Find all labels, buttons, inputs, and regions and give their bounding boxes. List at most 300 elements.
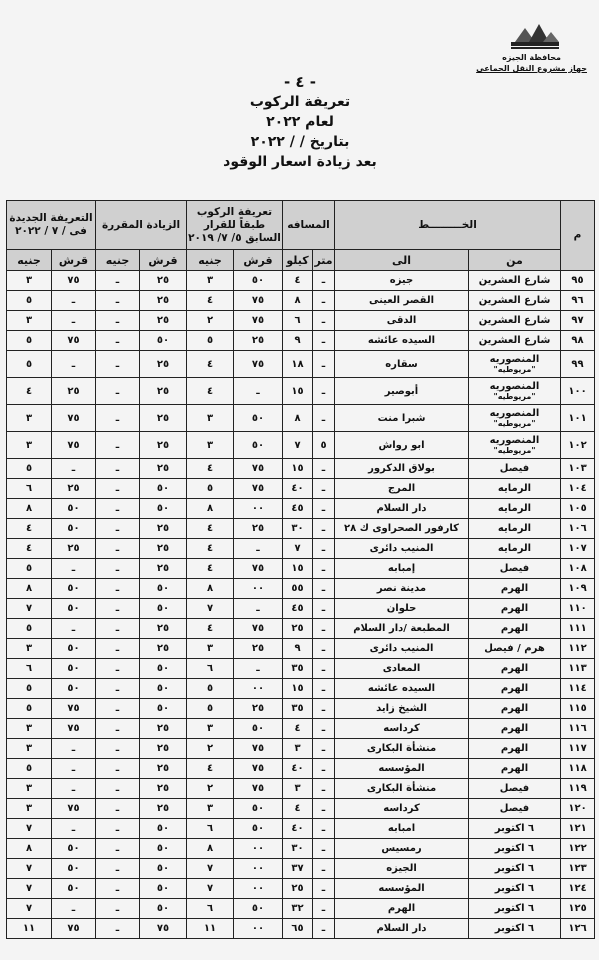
old-fare-guineh: ٨ — [187, 579, 234, 599]
increase-guineh: ـ — [96, 499, 140, 519]
note-line: بعد زيادة اسعار الوقود — [223, 154, 377, 170]
new-fare-guineh: ٥ — [7, 559, 52, 579]
new-fare-qirsh: ٥٠ — [52, 639, 96, 659]
header-old-guineh: جنيه — [187, 250, 234, 271]
increase-qirsh: ٢٥ — [140, 459, 187, 479]
old-fare-qirsh: ـ — [234, 378, 283, 405]
increase-guineh: ـ — [96, 271, 140, 291]
to-station: كرداسه — [335, 719, 469, 739]
increase-guineh: ـ — [96, 779, 140, 799]
old-fare-guineh: ١١ — [187, 919, 234, 939]
from-station — [469, 919, 561, 939]
increase-guineh: ـ — [96, 579, 140, 599]
distance-meter: ـ — [313, 351, 335, 378]
from-station — [469, 559, 561, 579]
distance-meter: ـ — [313, 679, 335, 699]
old-fare-guineh: ٣ — [187, 799, 234, 819]
row-number: ٩٧ — [561, 311, 595, 331]
increase-guineh: ـ — [96, 919, 140, 939]
to-station: سقاره — [335, 351, 469, 378]
old-fare-guineh: ٤ — [187, 559, 234, 579]
table-row — [7, 499, 595, 519]
row-number: ١٠٠ — [561, 378, 595, 405]
distance-kilo: ٥٥ — [283, 579, 313, 599]
increase-qirsh: ٢٥ — [140, 639, 187, 659]
header-from: من — [469, 250, 561, 271]
to-station: منشأة البكارى — [335, 739, 469, 759]
distance-meter: ـ — [313, 579, 335, 599]
old-fare-qirsh: ٢٥ — [234, 639, 283, 659]
from-station-name: فيصل — [499, 563, 530, 574]
new-fare-guineh: ٥ — [7, 459, 52, 479]
table-row — [7, 559, 595, 579]
increase-qirsh: ٢٥ — [140, 291, 187, 311]
table-row — [7, 378, 595, 405]
table-row — [7, 432, 595, 459]
old-fare-qirsh: ٠٠ — [234, 679, 283, 699]
row-number: ١١٢ — [561, 639, 595, 659]
to-station: مدينة نصر — [335, 579, 469, 599]
new-fare-guineh: ٣ — [7, 311, 52, 331]
old-fare-guineh: ٦ — [187, 819, 234, 839]
from-station-name: ٦ اكتوبر — [494, 843, 535, 854]
old-fare-qirsh: ٧٥ — [234, 739, 283, 759]
distance-kilo: ٣٢ — [283, 899, 313, 919]
from-station-name: الرمايه — [497, 503, 532, 514]
distance-meter: ـ — [313, 619, 335, 639]
row-number: ١١١ — [561, 619, 595, 639]
new-fare-guineh: ٦ — [7, 659, 52, 679]
new-fare-guineh: ٥ — [7, 331, 52, 351]
old-fare-guineh: ٤ — [187, 539, 234, 559]
row-number: ١٠٢ — [561, 432, 595, 459]
from-station — [469, 619, 561, 639]
distance-kilo: ٢٥ — [283, 879, 313, 899]
row-number: ١١٤ — [561, 679, 595, 699]
increase-guineh: ـ — [96, 351, 140, 378]
from-station-subname: "مريوطيه" — [493, 365, 536, 374]
new-fare-guineh: ٣ — [7, 719, 52, 739]
distance-meter: ـ — [313, 378, 335, 405]
new-fare-guineh: ٣ — [7, 799, 52, 819]
increase-guineh: ـ — [96, 459, 140, 479]
to-station: جيزه — [335, 271, 469, 291]
row-number: ١٢٠ — [561, 799, 595, 819]
distance-meter: ـ — [313, 699, 335, 719]
new-fare-guineh: ٣ — [7, 639, 52, 659]
table-row — [7, 899, 595, 919]
new-fare-qirsh: ـ — [52, 619, 96, 639]
from-station-subname: "مريوطيه" — [493, 446, 536, 455]
old-fare-qirsh: ٠٠ — [234, 919, 283, 939]
row-number: ١٢٥ — [561, 899, 595, 919]
old-fare-qirsh: ٧٥ — [234, 291, 283, 311]
from-station — [469, 519, 561, 539]
increase-qirsh: ٥٠ — [140, 331, 187, 351]
to-station: السيده عائشه — [335, 331, 469, 351]
from-station-subname: "مريوطيه" — [493, 419, 536, 428]
new-fare-guineh: ٣ — [7, 271, 52, 291]
new-fare-qirsh: ٧٥ — [52, 432, 96, 459]
old-fare-qirsh: ـ — [234, 599, 283, 619]
old-fare-guineh: ٦ — [187, 899, 234, 919]
new-fare-qirsh: ٥٠ — [52, 519, 96, 539]
new-fare-qirsh: ٧٥ — [52, 699, 96, 719]
to-station: أبوصير — [335, 378, 469, 405]
new-fare-qirsh: ٥٠ — [52, 859, 96, 879]
increase-qirsh: ٢٥ — [140, 432, 187, 459]
distance-kilo: ٤٥ — [283, 499, 313, 519]
row-number: ١٠٣ — [561, 459, 595, 479]
row-number: ١١٧ — [561, 739, 595, 759]
increase-guineh: ـ — [96, 519, 140, 539]
new-fare-qirsh: ٧٥ — [52, 405, 96, 432]
page-number: - ٤ - — [283, 73, 317, 91]
old-fare-guineh: ٢ — [187, 779, 234, 799]
from-station — [469, 819, 561, 839]
from-station-name: فيصل — [499, 783, 530, 794]
from-station — [469, 699, 561, 719]
distance-kilo: ٨ — [283, 291, 313, 311]
row-number: ١٠٤ — [561, 479, 595, 499]
to-station: الهرم — [335, 899, 469, 919]
increase-qirsh: ٥٠ — [140, 859, 187, 879]
new-fare-guineh: ٤ — [7, 539, 52, 559]
header-old-fare: تعريفة الركوب طبقاً للقرار السابق ٥/ ٧/ ٢٠١٩ — [187, 201, 283, 250]
old-fare-qirsh: ـ — [234, 659, 283, 679]
table-row — [7, 739, 595, 759]
to-station: منشأة البكارى — [335, 779, 469, 799]
old-fare-qirsh: ٧٥ — [234, 779, 283, 799]
fare-table — [6, 200, 595, 939]
from-station — [469, 839, 561, 859]
new-fare-guineh: ١١ — [7, 919, 52, 939]
old-fare-qirsh: ٥٠ — [234, 719, 283, 739]
increase-guineh: ـ — [96, 619, 140, 639]
distance-kilo: ١٥ — [283, 459, 313, 479]
old-fare-guineh: ٤ — [187, 519, 234, 539]
to-station: الشيخ زايد — [335, 699, 469, 719]
table-row — [7, 799, 595, 819]
table-row — [7, 879, 595, 899]
distance-meter: ـ — [313, 539, 335, 559]
distance-meter: ـ — [313, 879, 335, 899]
new-fare-guineh: ٨ — [7, 499, 52, 519]
new-fare-qirsh: ـ — [52, 351, 96, 378]
increase-guineh: ـ — [96, 739, 140, 759]
table-row — [7, 779, 595, 799]
row-number: ٩٨ — [561, 331, 595, 351]
distance-meter: ـ — [313, 659, 335, 679]
from-station — [469, 271, 561, 291]
distance-kilo: ٤ — [283, 271, 313, 291]
from-station-name: ٦ اكتوبر — [494, 903, 535, 914]
old-fare-guineh: ٧ — [187, 599, 234, 619]
new-fare-qirsh: ٧٥ — [52, 799, 96, 819]
increase-qirsh: ٥٠ — [140, 899, 187, 919]
new-fare-qirsh: ٥٠ — [52, 659, 96, 679]
row-number: ٩٥ — [561, 271, 595, 291]
distance-meter: ـ — [313, 919, 335, 939]
to-station: المنيب دائرى — [335, 639, 469, 659]
from-station — [469, 639, 561, 659]
from-station — [469, 378, 561, 405]
distance-kilo: ٣٥ — [283, 699, 313, 719]
header-increase: الزيادة المقررة — [96, 201, 187, 250]
new-fare-guineh: ٥ — [7, 291, 52, 311]
distance-meter: ـ — [313, 271, 335, 291]
header-inc-qirsh: قرش — [140, 250, 187, 271]
new-fare-qirsh: ـ — [52, 459, 96, 479]
row-number: ٩٩ — [561, 351, 595, 378]
new-fare-guineh: ٦ — [7, 479, 52, 499]
to-station: القصر العينى — [335, 291, 469, 311]
distance-meter: ـ — [313, 759, 335, 779]
old-fare-guineh: ٧ — [187, 859, 234, 879]
org-line-1: محافظة الجيزه — [502, 53, 561, 62]
year-line: لعام ٢٠٢٢ — [266, 114, 334, 130]
document-heading — [170, 72, 430, 172]
from-station-name: الهرم — [500, 683, 529, 694]
increase-guineh: ـ — [96, 719, 140, 739]
from-station-name: المنصوريه — [489, 381, 540, 392]
distance-kilo: ٤ — [283, 799, 313, 819]
org-line-2: جهاز مشروع النقل الجماعى — [476, 64, 587, 73]
new-fare-guineh: ٧ — [7, 899, 52, 919]
distance-kilo: ٩ — [283, 331, 313, 351]
new-fare-guineh: ٥ — [7, 759, 52, 779]
increase-guineh: ـ — [96, 405, 140, 432]
distance-meter: ـ — [313, 331, 335, 351]
from-station-name: الهرم — [500, 623, 529, 634]
old-fare-guineh: ٨ — [187, 499, 234, 519]
from-station — [469, 499, 561, 519]
from-station-name: شارع العشرين — [478, 315, 551, 326]
distance-kilo: ٢٥ — [283, 619, 313, 639]
distance-meter: ـ — [313, 839, 335, 859]
from-station-name: الهرم — [500, 583, 529, 594]
old-fare-qirsh: ٥٠ — [234, 799, 283, 819]
old-fare-qirsh: ٥٠ — [234, 819, 283, 839]
from-station-name: فيصل — [499, 463, 530, 474]
from-station-name: الرمايه — [497, 543, 532, 554]
old-fare-guineh: ٤ — [187, 291, 234, 311]
new-fare-guineh: ٧ — [7, 859, 52, 879]
increase-qirsh: ٢٥ — [140, 405, 187, 432]
distance-kilo: ٤٥ — [283, 599, 313, 619]
increase-qirsh: ٥٠ — [140, 599, 187, 619]
increase-guineh: ـ — [96, 819, 140, 839]
new-fare-qirsh: ـ — [52, 291, 96, 311]
row-number: ١٢٣ — [561, 859, 595, 879]
increase-guineh: ـ — [96, 879, 140, 899]
old-fare-guineh: ٨ — [187, 839, 234, 859]
from-station — [469, 779, 561, 799]
from-station — [469, 459, 561, 479]
table-row — [7, 311, 595, 331]
row-number: ١٠٧ — [561, 539, 595, 559]
from-station-name: الهرم — [500, 723, 529, 734]
increase-qirsh: ٢٥ — [140, 799, 187, 819]
row-number: ١٠٥ — [561, 499, 595, 519]
new-fare-qirsh: ٥٠ — [52, 679, 96, 699]
table-row — [7, 579, 595, 599]
from-station — [469, 759, 561, 779]
distance-kilo: ٣٠ — [283, 519, 313, 539]
to-station: كارفور الصحراوى ك ٢٨ — [335, 519, 469, 539]
table-row — [7, 859, 595, 879]
table-row — [7, 699, 595, 719]
header-distance: المسافه — [283, 201, 335, 250]
from-station — [469, 879, 561, 899]
date-line: بتاريخ / / ٢٠٢٢ — [250, 134, 350, 150]
old-fare-qirsh: ٧٥ — [234, 311, 283, 331]
increase-guineh: ـ — [96, 291, 140, 311]
increase-qirsh: ٢٥ — [140, 759, 187, 779]
row-number: ٩٦ — [561, 291, 595, 311]
distance-meter: ـ — [313, 859, 335, 879]
new-fare-guineh: ٧ — [7, 819, 52, 839]
table-row — [7, 819, 595, 839]
header-kilo: كيلو — [283, 250, 313, 271]
new-fare-qirsh: ٧٥ — [52, 331, 96, 351]
to-station: كرداسه — [335, 799, 469, 819]
old-fare-qirsh: ٠٠ — [234, 499, 283, 519]
new-fare-guineh: ٣ — [7, 405, 52, 432]
old-fare-qirsh: ٠٠ — [234, 879, 283, 899]
new-fare-guineh: ٥ — [7, 679, 52, 699]
old-fare-qirsh: ٠٠ — [234, 859, 283, 879]
distance-meter: ـ — [313, 291, 335, 311]
fare-table-body — [7, 271, 595, 939]
increase-qirsh: ٢٥ — [140, 539, 187, 559]
from-station-name: المنصوريه — [489, 354, 540, 365]
page-title: تعريفة الركوب — [249, 94, 351, 110]
increase-guineh: ـ — [96, 378, 140, 405]
distance-meter: ـ — [313, 311, 335, 331]
from-station-name: ٦ اكتوبر — [494, 923, 535, 934]
header-new-fare: التعريفة الجديدة فى / ٧ / ٢٠٢٢ — [7, 201, 96, 250]
table-row — [7, 405, 595, 432]
table-row — [7, 331, 595, 351]
distance-kilo: ٤٠ — [283, 479, 313, 499]
increase-guineh: ـ — [96, 679, 140, 699]
new-fare-qirsh: ٥٠ — [52, 599, 96, 619]
table-row — [7, 839, 595, 859]
header-to: الى — [335, 250, 469, 271]
old-fare-qirsh: ٥٠ — [234, 899, 283, 919]
old-fare-guineh: ٤ — [187, 459, 234, 479]
distance-kilo: ٦ — [283, 311, 313, 331]
to-station: امبابه — [335, 819, 469, 839]
to-station: الجيزه — [335, 859, 469, 879]
distance-meter: ـ — [313, 499, 335, 519]
new-fare-qirsh: ٧٥ — [52, 719, 96, 739]
from-station — [469, 405, 561, 432]
table-row — [7, 759, 595, 779]
increase-qirsh: ٥٠ — [140, 839, 187, 859]
table-row — [7, 459, 595, 479]
new-fare-guineh: ٤ — [7, 519, 52, 539]
increase-qirsh: ٥٠ — [140, 879, 187, 899]
from-station-name: هرم / فيصل — [484, 643, 545, 654]
from-station-subname: "مريوطيه" — [493, 392, 536, 401]
distance-meter: ـ — [313, 779, 335, 799]
old-fare-qirsh: ٠٠ — [234, 839, 283, 859]
to-station: الدقى — [335, 311, 469, 331]
header-no: م — [561, 201, 595, 271]
distance-meter: ـ — [313, 739, 335, 759]
new-fare-qirsh: ٥٠ — [52, 879, 96, 899]
row-number: ١٠٨ — [561, 559, 595, 579]
increase-guineh: ـ — [96, 899, 140, 919]
from-station-name: فيصل — [499, 803, 530, 814]
distance-meter: ـ — [313, 405, 335, 432]
to-station: دار السلام — [335, 499, 469, 519]
new-fare-qirsh: ٥٠ — [52, 579, 96, 599]
distance-meter: ـ — [313, 719, 335, 739]
distance-kilo: ٦٥ — [283, 919, 313, 939]
old-fare-guineh: ٥ — [187, 331, 234, 351]
distance-meter: ـ — [313, 519, 335, 539]
increase-qirsh: ٢٥ — [140, 719, 187, 739]
old-fare-guineh: ٢ — [187, 739, 234, 759]
header-inc-guineh: جنيه — [96, 250, 140, 271]
row-number: ١٢١ — [561, 819, 595, 839]
new-fare-qirsh: ٢٥ — [52, 378, 96, 405]
old-fare-qirsh: ٧٥ — [234, 759, 283, 779]
old-fare-guineh: ٣ — [187, 405, 234, 432]
old-fare-qirsh: ٥٠ — [234, 405, 283, 432]
row-number: ١١٥ — [561, 699, 595, 719]
new-fare-qirsh: ـ — [52, 559, 96, 579]
increase-guineh: ـ — [96, 559, 140, 579]
to-station: حلوان — [335, 599, 469, 619]
new-fare-qirsh: ٢٥ — [52, 539, 96, 559]
header-new-guineh: جنيه — [7, 250, 52, 271]
table-row — [7, 719, 595, 739]
row-number: ١٢٢ — [561, 839, 595, 859]
old-fare-qirsh: ٧٥ — [234, 459, 283, 479]
distance-kilo: ٧ — [283, 539, 313, 559]
old-fare-guineh: ٢ — [187, 311, 234, 331]
increase-qirsh: ٧٥ — [140, 919, 187, 939]
old-fare-guineh: ٣ — [187, 432, 234, 459]
increase-guineh: ـ — [96, 759, 140, 779]
row-number: ١١٩ — [561, 779, 595, 799]
row-number: ١١٠ — [561, 599, 595, 619]
increase-guineh: ـ — [96, 599, 140, 619]
from-station-name: الرمايه — [497, 483, 532, 494]
table-row — [7, 659, 595, 679]
to-station: المطبعة /دار السلام — [335, 619, 469, 639]
new-fare-qirsh: ٥٠ — [52, 839, 96, 859]
increase-qirsh: ٥٠ — [140, 679, 187, 699]
from-station — [469, 432, 561, 459]
distance-meter: ـ — [313, 899, 335, 919]
new-fare-qirsh: ٧٥ — [52, 271, 96, 291]
from-station — [469, 291, 561, 311]
increase-guineh: ـ — [96, 331, 140, 351]
to-station: المؤسسه — [335, 879, 469, 899]
distance-kilo: ١٥ — [283, 559, 313, 579]
new-fare-qirsh: ٧٥ — [52, 919, 96, 939]
increase-guineh: ـ — [96, 311, 140, 331]
increase-qirsh: ٥٠ — [140, 499, 187, 519]
new-fare-guineh: ٣ — [7, 739, 52, 759]
distance-kilo: ١٥ — [283, 679, 313, 699]
from-station-name: الرمايه — [497, 523, 532, 534]
